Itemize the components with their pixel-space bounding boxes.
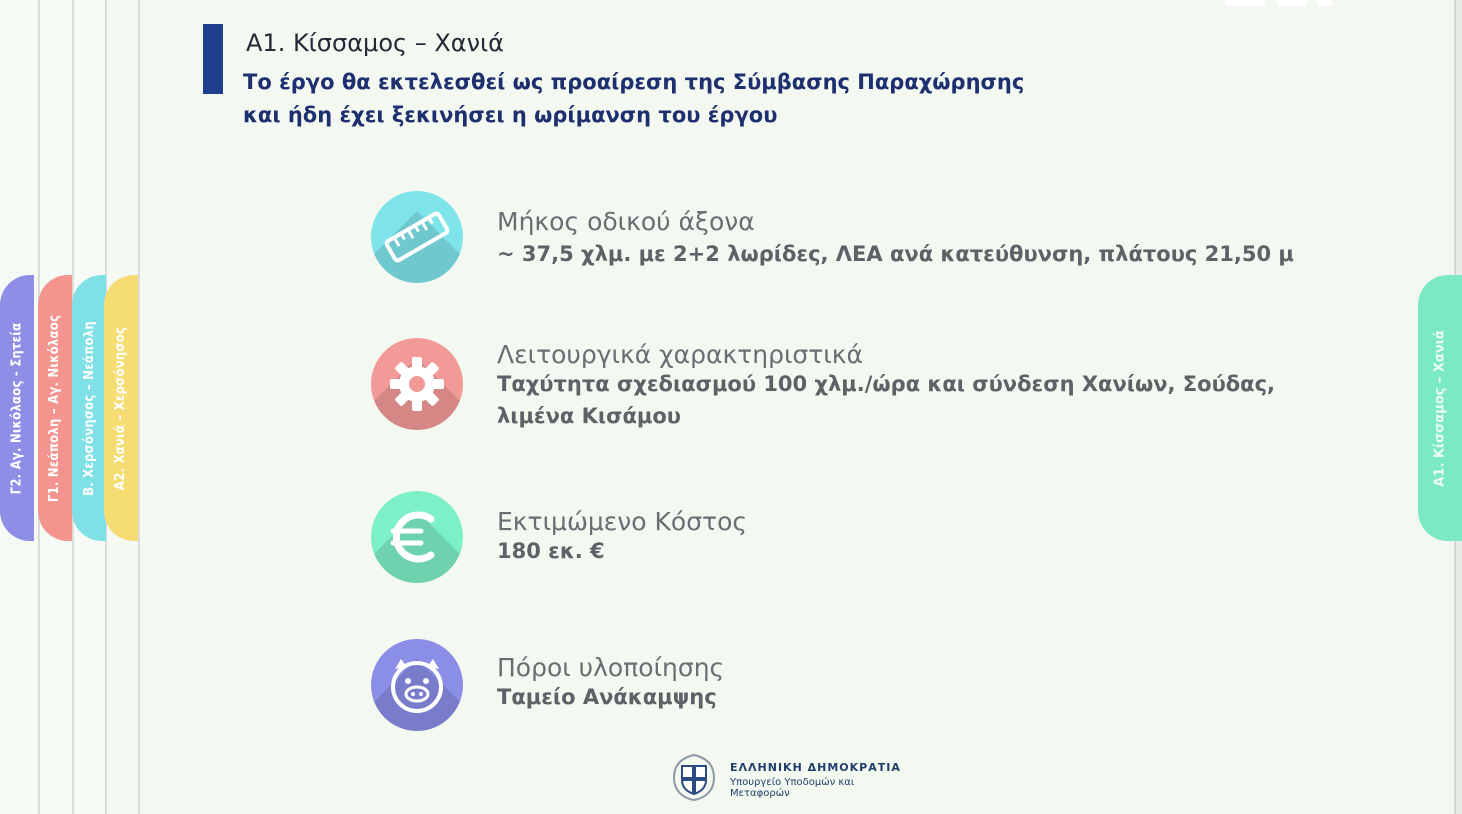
item-value-line: Ταχύτητα σχεδιασμού 100 χλμ./ώρα και σύνδεση Χανίων, Σούδας,: [497, 372, 1276, 396]
side-tab-label: Α1. Κίσσαμος – Χανιά: [1432, 329, 1448, 487]
side-tab-g1[interactable]: [38, 275, 72, 541]
item-label: Μήκος οδικού άξονα: [497, 207, 755, 236]
footer-ministry-name: Υπουργείο Υποδομών και Μεταφορών: [730, 777, 855, 799]
side-tab-label: Α2. Χανιά – Χερσόνησος: [113, 326, 129, 490]
footer-logo: [668, 752, 908, 802]
side-tab-label: Γ2. Αγ. Νικόλαος - Σητεία: [9, 322, 25, 494]
page-subtitle: [243, 66, 1063, 132]
gear-icon: [371, 338, 463, 430]
item-value-line: λιμένα Κισάμου: [497, 404, 681, 428]
item-value: Ταμείο Ανάκαμψης: [497, 685, 717, 709]
piggy-icon: [371, 639, 463, 731]
footer-country-name: ΕΛΛΗΝΙΚΗ ΔΗΜΟΚΡΑΤΙΑ: [730, 761, 901, 774]
coat-of-arms-icon: [668, 752, 720, 802]
side-tab-g2[interactable]: [0, 275, 34, 541]
subtitle-line: Το έργο θα εκτελεσθεί ως προαίρεση της Σύμβασης Παραχώρησης: [243, 70, 1025, 94]
top-decoration: [1225, 0, 1335, 8]
item-label: Εκτιμώμενο Κόστος: [497, 507, 748, 536]
item-value: 180 εκ. €: [497, 539, 605, 563]
side-tab-a1[interactable]: [1418, 275, 1462, 541]
euro-icon: [371, 491, 463, 583]
item-value: [497, 368, 1297, 432]
side-tab-b[interactable]: [72, 275, 106, 541]
item-label: Λειτουργικά χαρακτηριστικά: [497, 340, 863, 369]
title-accent-bar: [203, 24, 223, 94]
page-title: Α1. Κίσσαμος – Χανιά: [246, 29, 504, 57]
ruler-icon: [371, 191, 463, 283]
item-label: Πόροι υλοποίησης: [497, 653, 725, 682]
side-tab-label: Γ1. Νεάπολη – Αγ. Νικόλαος: [47, 314, 63, 502]
side-tab-a2[interactable]: [104, 275, 138, 541]
subtitle-line: και ήδη έχει ξεκινήσει η ωρίμανση του έργου: [243, 103, 778, 127]
item-value: ~ 37,5 χλμ. με 2+2 λωρίδες, ΛΕΑ ανά κατεύθυνση, πλάτους 21,50 μ: [497, 242, 1294, 266]
side-tab-label: Β. Χερσόνησος – Νεάπολη: [81, 320, 97, 496]
